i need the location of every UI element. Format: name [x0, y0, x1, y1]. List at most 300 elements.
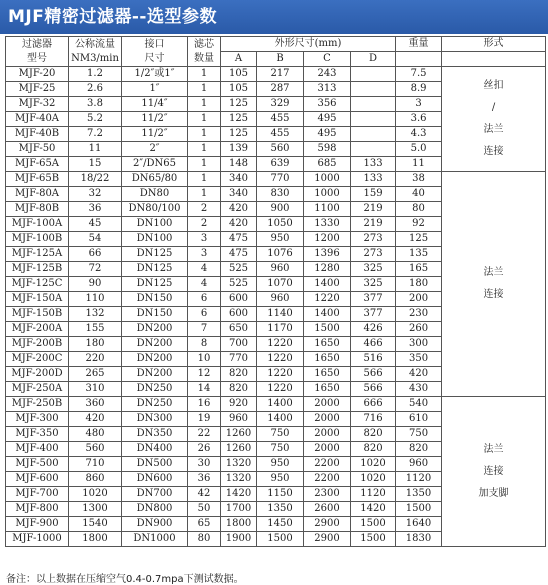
table-cell: 1 — [188, 187, 221, 202]
table-cell: MJF-500 — [6, 457, 69, 472]
table-cell: 243 — [304, 67, 351, 82]
form-label: 法兰 — [483, 124, 504, 135]
table-cell: DN800 — [122, 502, 188, 517]
table-cell: 3.8 — [69, 97, 122, 112]
table-cell: 165 — [396, 262, 442, 277]
table-cell: 1650 — [304, 337, 351, 352]
table-cell: 5.2 — [69, 112, 122, 127]
table-cell: 1400 — [304, 307, 351, 322]
table-cell: 219 — [351, 217, 396, 232]
table-cell: 350 — [396, 352, 442, 367]
table-cell: 30 — [188, 457, 221, 472]
header-dim-b: B — [257, 52, 304, 67]
header-core: 滤芯 数量 — [188, 37, 221, 67]
table-cell: MJF-32 — [6, 97, 69, 112]
table-cell: 1050 — [257, 217, 304, 232]
table-cell: MJF-900 — [6, 517, 69, 532]
table-cell: 200 — [396, 292, 442, 307]
table-cell: DN125 — [122, 247, 188, 262]
table-cell: 219 — [351, 202, 396, 217]
table-cell: MJF-200C — [6, 352, 69, 367]
table-cell: 36 — [69, 202, 122, 217]
table-cell: 1100 — [304, 202, 351, 217]
table-cell: 2000 — [304, 397, 351, 412]
table-cell — [351, 67, 396, 82]
table-cell: 710 — [69, 457, 122, 472]
table-cell: 155 — [69, 322, 122, 337]
table-cell: 125 — [221, 112, 257, 127]
table-cell: 820 — [396, 442, 442, 457]
table-cell: 420 — [396, 367, 442, 382]
table-cell: 10 — [188, 352, 221, 367]
table-cell: 420 — [221, 202, 257, 217]
table-cell: 6 — [188, 292, 221, 307]
table-cell: 230 — [396, 307, 442, 322]
table-cell: 466 — [351, 337, 396, 352]
table-cell: 1 — [188, 97, 221, 112]
table-cell: 2900 — [304, 532, 351, 547]
table-cell: 3 — [188, 232, 221, 247]
table-cell: 125 — [221, 97, 257, 112]
table-cell: MJF-200D — [6, 367, 69, 382]
header-form: 形式 — [442, 37, 546, 52]
table-cell: 750 — [257, 427, 304, 442]
table-cell: 5.0 — [396, 142, 442, 157]
form-label: / — [491, 102, 496, 113]
table-cell: 377 — [351, 292, 396, 307]
table-cell: 666 — [351, 397, 396, 412]
table-cell: 1 — [188, 127, 221, 142]
table-cell: 1420 — [351, 502, 396, 517]
table-cell: 325 — [351, 277, 396, 292]
table-cell: 1 — [188, 67, 221, 82]
form-cell-group3 — [442, 397, 546, 547]
table-cell: 1200 — [304, 232, 351, 247]
table-cell: DN400 — [122, 442, 188, 457]
table-cell: 132 — [69, 307, 122, 322]
table-cell: 1070 — [257, 277, 304, 292]
table-cell: 2 — [188, 202, 221, 217]
table-cell: MJF-80B — [6, 202, 69, 217]
table-cell: 360 — [69, 397, 122, 412]
table-cell: 325 — [351, 262, 396, 277]
table-cell: 220 — [69, 352, 122, 367]
table-cell: 1540 — [69, 517, 122, 532]
table-cell: 1900 — [221, 532, 257, 547]
table-cell: 2000 — [304, 442, 351, 457]
table-cell: 2900 — [304, 517, 351, 532]
table-cell: MJF-600 — [6, 472, 69, 487]
table-cell: 820 — [221, 382, 257, 397]
table-cell: 495 — [304, 112, 351, 127]
table-cell: 650 — [221, 322, 257, 337]
table-cell: 455 — [257, 127, 304, 142]
table-cell: 329 — [257, 97, 304, 112]
table-cell: 420 — [69, 412, 122, 427]
table-cell: 495 — [304, 127, 351, 142]
table-cell: MJF-250B — [6, 397, 69, 412]
table-cell: 1020 — [69, 487, 122, 502]
table-cell: 960 — [257, 292, 304, 307]
table-cell: DN80/100 — [122, 202, 188, 217]
table-cell: 820 — [351, 427, 396, 442]
table-cell: 310 — [69, 382, 122, 397]
header-weight-blank — [396, 52, 442, 67]
table-cell: 2.6 — [69, 82, 122, 97]
table-row — [6, 172, 546, 187]
form-label: 连接 — [483, 146, 504, 157]
table-cell: 639 — [257, 157, 304, 172]
table-cell: MJF-150A — [6, 292, 69, 307]
header-dim-c: C — [304, 52, 351, 67]
table-cell: DN350 — [122, 427, 188, 442]
form-cell-group1 — [442, 67, 546, 172]
table-cell: 566 — [351, 382, 396, 397]
table-cell: 2600 — [304, 502, 351, 517]
table-cell: 1640 — [396, 517, 442, 532]
table-cell: 2 — [188, 217, 221, 232]
table-cell: 1350 — [257, 502, 304, 517]
table-cell: 110 — [69, 292, 122, 307]
table-cell: 273 — [351, 232, 396, 247]
table-cell: 26 — [188, 442, 221, 457]
table-cell: 2000 — [304, 427, 351, 442]
table-cell: 90 — [69, 277, 122, 292]
table-cell: 1220 — [257, 382, 304, 397]
table-cell: DN250 — [122, 382, 188, 397]
table-cell: 66 — [69, 247, 122, 262]
table-cell: 92 — [396, 217, 442, 232]
form-label: 加支脚 — [478, 487, 509, 499]
table-cell: DN200 — [122, 352, 188, 367]
table-cell: 65 — [188, 517, 221, 532]
table-cell: MJF-400 — [6, 442, 69, 457]
table-cell: DN65/80 — [122, 172, 188, 187]
header-model: 过滤器 型号 — [6, 37, 69, 67]
table-cell: MJF-250A — [6, 382, 69, 397]
form-label: 连接 — [483, 465, 504, 477]
table-cell: 11 — [396, 157, 442, 172]
table-cell: 16 — [188, 397, 221, 412]
table-cell: 356 — [304, 97, 351, 112]
table-cell: 475 — [221, 247, 257, 262]
header-dim-d: D — [351, 52, 396, 67]
table-cell: 1330 — [304, 217, 351, 232]
table-cell: 950 — [257, 472, 304, 487]
table-cell: 1400 — [257, 397, 304, 412]
spec-table — [5, 36, 546, 547]
table-cell: MJF-50 — [6, 142, 69, 157]
table-cell: 15 — [69, 157, 122, 172]
table-cell: 1 — [188, 172, 221, 187]
table-cell: 135 — [396, 247, 442, 262]
table-cell: 820 — [221, 367, 257, 382]
table-cell: 11/4″ — [122, 97, 188, 112]
table-cell — [351, 142, 396, 157]
table-cell: 1140 — [257, 307, 304, 322]
table-cell: 105 — [221, 67, 257, 82]
table-cell: DN500 — [122, 457, 188, 472]
table-cell: 950 — [257, 457, 304, 472]
table-cell: DN600 — [122, 472, 188, 487]
table-cell: 8 — [188, 337, 221, 352]
table-cell: 133 — [351, 157, 396, 172]
table-cell: MJF-65B — [6, 172, 69, 187]
table-cell: 217 — [257, 67, 304, 82]
table-cell: 125 — [396, 232, 442, 247]
table-cell: 1120 — [396, 472, 442, 487]
table-cell: 139 — [221, 142, 257, 157]
table-cell: 2300 — [304, 487, 351, 502]
table-cell: 1500 — [351, 532, 396, 547]
table-cell: DN125 — [122, 262, 188, 277]
table-cell: 2200 — [304, 472, 351, 487]
table-cell: DN100 — [122, 217, 188, 232]
table-cell: 287 — [257, 82, 304, 97]
table-cell: 273 — [351, 247, 396, 262]
table-cell: 598 — [304, 142, 351, 157]
table-cell: 1/2″或1″ — [122, 67, 188, 82]
table-cell: 19 — [188, 412, 221, 427]
table-cell: 455 — [257, 112, 304, 127]
table-cell: 12 — [188, 367, 221, 382]
table-cell: 1″ — [122, 82, 188, 97]
table-cell: 3.6 — [396, 112, 442, 127]
table-cell: 40 — [396, 187, 442, 202]
table-cell: 860 — [69, 472, 122, 487]
table-cell: 750 — [257, 442, 304, 457]
table-cell: 72 — [69, 262, 122, 277]
table-cell: 1500 — [351, 517, 396, 532]
table-cell: 716 — [351, 412, 396, 427]
table-cell: DN200 — [122, 367, 188, 382]
table-cell: 1000 — [304, 187, 351, 202]
table-cell: 1400 — [257, 412, 304, 427]
table-cell: MJF-80A — [6, 187, 69, 202]
table-cell: 1170 — [257, 322, 304, 337]
table-cell: DN150 — [122, 307, 188, 322]
table-cell: MJF-125C — [6, 277, 69, 292]
table-cell: 11 — [69, 142, 122, 157]
table-cell: 1220 — [257, 337, 304, 352]
table-cell: MJF-700 — [6, 487, 69, 502]
table-cell: DN700 — [122, 487, 188, 502]
table-cell: 4 — [188, 262, 221, 277]
table-cell: 1650 — [304, 382, 351, 397]
table-cell: 920 — [221, 397, 257, 412]
table-cell: 6 — [188, 307, 221, 322]
table-cell: 3 — [188, 247, 221, 262]
table-cell: 133 — [351, 172, 396, 187]
table-cell: DN200 — [122, 337, 188, 352]
table-cell: 1020 — [351, 472, 396, 487]
table-cell: 180 — [69, 337, 122, 352]
table-cell: 1700 — [221, 502, 257, 517]
table-cell: DN900 — [122, 517, 188, 532]
table-cell: 2″/DN65 — [122, 157, 188, 172]
table-cell: 900 — [257, 202, 304, 217]
table-cell: 45 — [69, 217, 122, 232]
table-cell: 2200 — [304, 457, 351, 472]
table-cell: 480 — [69, 427, 122, 442]
table-cell: 1420 — [221, 487, 257, 502]
table-cell: 1320 — [221, 457, 257, 472]
table-cell — [351, 112, 396, 127]
table-cell: 770 — [221, 352, 257, 367]
table-cell: 1800 — [69, 532, 122, 547]
table-cell: 1000 — [304, 172, 351, 187]
table-cell: 525 — [221, 277, 257, 292]
table-cell: 600 — [221, 292, 257, 307]
table-cell: 4 — [188, 277, 221, 292]
header-port: 接口 尺寸 — [122, 37, 188, 67]
table-cell: 525 — [221, 262, 257, 277]
table-cell: MJF-40A — [6, 112, 69, 127]
table-cell: 1120 — [351, 487, 396, 502]
table-cell: 2000 — [304, 412, 351, 427]
table-cell: 950 — [257, 232, 304, 247]
table-cell: 1500 — [304, 322, 351, 337]
table-cell: 1396 — [304, 247, 351, 262]
table-cell: 50 — [188, 502, 221, 517]
table-cell: 1800 — [221, 517, 257, 532]
header-flow: 公称流量 NM3/min — [69, 37, 122, 67]
table-cell: 1650 — [304, 352, 351, 367]
table-cell: 1300 — [69, 502, 122, 517]
table-cell: 610 — [396, 412, 442, 427]
form-label: 连接 — [483, 289, 504, 300]
table-cell: 685 — [304, 157, 351, 172]
table-cell: 42 — [188, 487, 221, 502]
table-cell: 2″ — [122, 142, 188, 157]
table-cell: 560 — [257, 142, 304, 157]
table-cell: MJF-65A — [6, 157, 69, 172]
table-cell: 377 — [351, 307, 396, 322]
form-label: 法兰 — [483, 267, 504, 278]
table-cell: 830 — [257, 187, 304, 202]
table-cell: 560 — [69, 442, 122, 457]
table-cell: 960 — [221, 412, 257, 427]
table-cell: 1500 — [396, 502, 442, 517]
table-row — [6, 397, 546, 412]
table-cell: 148 — [221, 157, 257, 172]
header-form-blank — [442, 52, 546, 67]
table-cell — [351, 97, 396, 112]
table-cell: 3 — [396, 97, 442, 112]
footnote: 备注：以上数据在压缩空气0.4-0.7mpa下测试数据。 — [6, 574, 244, 585]
table-cell: 7.2 — [69, 127, 122, 142]
table-cell: MJF-40B — [6, 127, 69, 142]
table-cell: 1830 — [396, 532, 442, 547]
table-cell: DN80 — [122, 187, 188, 202]
table-cell: MJF-20 — [6, 67, 69, 82]
table-cell — [351, 127, 396, 142]
table-cell: MJF-800 — [6, 502, 69, 517]
table-cell: 313 — [304, 82, 351, 97]
table-cell: 1020 — [351, 457, 396, 472]
table-cell: 18/22 — [69, 172, 122, 187]
table-cell: 960 — [257, 262, 304, 277]
table-cell: MJF-350 — [6, 427, 69, 442]
table-cell: 1350 — [396, 487, 442, 502]
table-cell: 426 — [351, 322, 396, 337]
form-label: 丝扣 — [483, 80, 504, 91]
table-cell: 1400 — [304, 277, 351, 292]
table-cell: MJF-1000 — [6, 532, 69, 547]
table-cell: 7.5 — [396, 67, 442, 82]
table-cell: 540 — [396, 397, 442, 412]
table-cell: 1220 — [304, 292, 351, 307]
table-cell: 80 — [188, 532, 221, 547]
table-cell: 420 — [221, 217, 257, 232]
table-cell: 600 — [221, 307, 257, 322]
table-cell: DN300 — [122, 412, 188, 427]
table-cell: 516 — [351, 352, 396, 367]
table-cell: 820 — [351, 442, 396, 457]
table-cell: 1 — [188, 82, 221, 97]
table-cell: 8.9 — [396, 82, 442, 97]
table-cell: 22 — [188, 427, 221, 442]
table-cell: MJF-100A — [6, 217, 69, 232]
table-cell: MJF-100B — [6, 232, 69, 247]
table-cell: 960 — [396, 457, 442, 472]
table-cell: 1150 — [257, 487, 304, 502]
table-cell: DN250 — [122, 397, 188, 412]
table-cell: 265 — [69, 367, 122, 382]
table-cell: MJF-200B — [6, 337, 69, 352]
table-cell: 180 — [396, 277, 442, 292]
table-cell: 1320 — [221, 472, 257, 487]
table-cell: 7 — [188, 322, 221, 337]
header-dim-a: A — [221, 52, 257, 67]
table-cell: MJF-200A — [6, 322, 69, 337]
table-row — [6, 67, 546, 82]
table-cell: 1500 — [257, 532, 304, 547]
table-cell: 1260 — [221, 442, 257, 457]
table-cell: DN125 — [122, 277, 188, 292]
table-cell: 14 — [188, 382, 221, 397]
table-cell: 700 — [221, 337, 257, 352]
table-cell: 38 — [396, 172, 442, 187]
table-cell: 750 — [396, 427, 442, 442]
table-cell: 300 — [396, 337, 442, 352]
table-cell: DN150 — [122, 292, 188, 307]
table-cell: 4.3 — [396, 127, 442, 142]
header-dims: 外形尺寸(mm) — [221, 37, 396, 52]
table-cell: 80 — [396, 202, 442, 217]
table-cell: DN100 — [122, 232, 188, 247]
table-cell: 1220 — [257, 352, 304, 367]
table-cell: MJF-300 — [6, 412, 69, 427]
header-weight: 重量 — [396, 37, 442, 52]
table-cell: 1.2 — [69, 67, 122, 82]
table-cell: MJF-150B — [6, 307, 69, 322]
table-cell: 1 — [188, 112, 221, 127]
table-cell: 1220 — [257, 367, 304, 382]
table-cell: 36 — [188, 472, 221, 487]
table-cell: 1 — [188, 157, 221, 172]
table-cell: 430 — [396, 382, 442, 397]
table-cell: 475 — [221, 232, 257, 247]
form-cell-group2 — [442, 172, 546, 397]
table-cell — [351, 82, 396, 97]
table-cell: 105 — [221, 82, 257, 97]
table-cell: 1076 — [257, 247, 304, 262]
table-cell: 125 — [221, 127, 257, 142]
table-cell: 340 — [221, 187, 257, 202]
form-label: 法兰 — [483, 443, 504, 455]
table-cell: 1650 — [304, 367, 351, 382]
